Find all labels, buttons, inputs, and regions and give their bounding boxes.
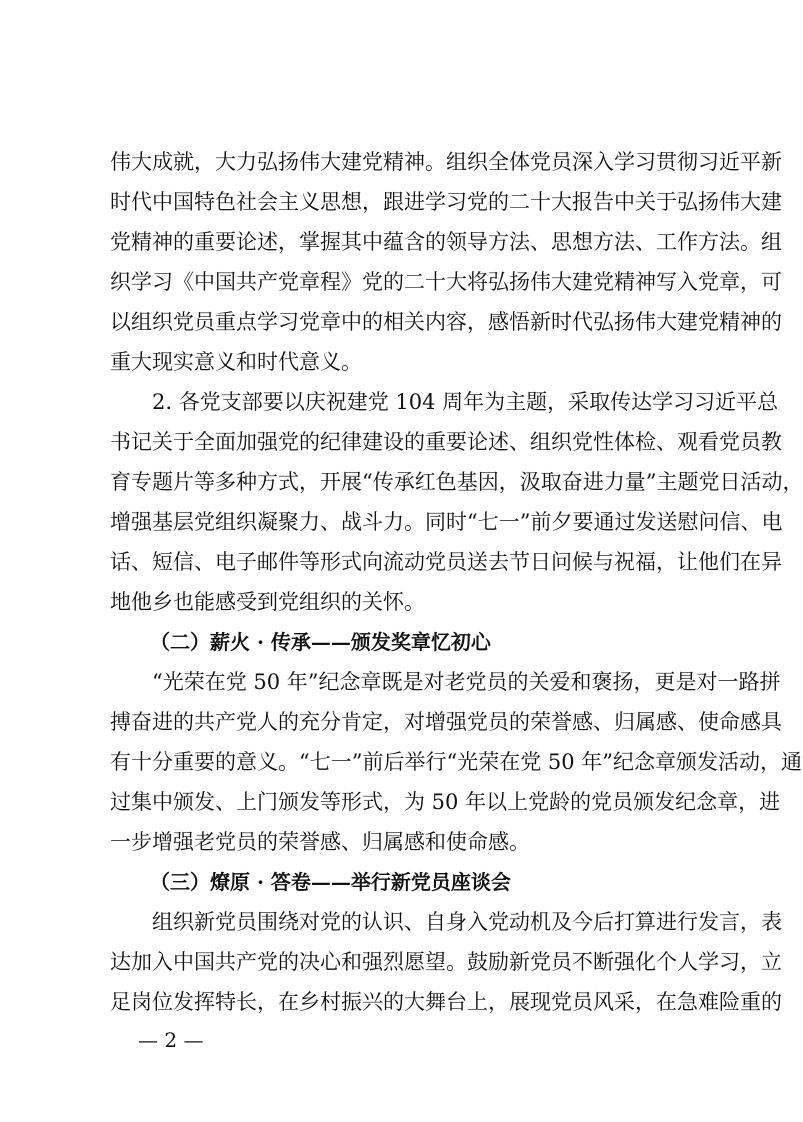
para1-line-5: 以组织党员重点学习党章中的相关内容，感悟新时代弘扬伟大建党精神的 (110, 310, 782, 334)
para3-line-4: 过集中颁发、上门颁发等形式，为 50 年以上党龄的党员颁发纪念章，进 (110, 790, 781, 814)
para4-line-2: 达加入中国共产党的决心和强烈愿望。鼓励新党员不断强化个人学习，立 (110, 950, 782, 974)
para2-line-4: 增强基层党组织凝聚力、战斗力。同时“七一”前夕要通过发送慰问信、电 (110, 510, 783, 534)
page-number: — 2 — (138, 1028, 204, 1052)
para3-line-1: “光荣在党 50 年”纪念章既是对老党员的关爱和褒扬，更是对一路拼 (152, 670, 781, 694)
para1-line-3: 党精神的重要论述，掌握其中蕴含的领导方法、思想方法、工作方法。组 (110, 230, 782, 254)
para4-line-3: 足岗位发挥特长，在乡村振兴的大舞台上，展现党员风采，在急难险重的 (110, 990, 782, 1014)
para2-line-1: 2. 各党支部要以庆祝建党 104 周年为主题，采取传达学习习近平总 (152, 390, 779, 414)
section-heading-2: （二）薪火 · 传承——颁发奖章忆初心 (150, 630, 491, 654)
section-heading-3: （三）燎原 · 答卷——举行新党员座谈会 (150, 870, 511, 894)
para3-line-5: 一步增强老党员的荣誉感、归属感和使命感。 (110, 830, 530, 854)
para1-line-1: 伟大成就，大力弘扬伟大建党精神。组织全体党员深入学习贯彻习近平新 (110, 150, 782, 174)
para3-line-2: 搏奋进的共产党人的充分肯定，对增强党员的荣誉感、归属感、使命感具 (110, 710, 782, 734)
para2-line-5: 话、短信、电子邮件等形式向流动党员送去节日问候与祝福，让他们在异 (110, 550, 782, 574)
para2-line-2: 书记关于全面加强党的纪律建设的重要论述、组织党性体检、观看党员教 (110, 430, 782, 454)
para3-line-3: 有十分重要的意义。“七一”前后举行“光荣在党 50 年”纪念章颁发活动，通 (110, 750, 803, 774)
para1-line-2: 时代中国特色社会主义思想，跟进学习党的二十大报告中关于弘扬伟大建 (110, 190, 782, 214)
para4-line-1: 组织新党员围绕对党的认识、自身入党动机及今后打算进行发言，表 (152, 910, 782, 934)
para2-line-6: 地他乡也能感受到党组织的关怀。 (110, 590, 425, 614)
para1-line-6: 重大现实意义和时代意义。 (110, 350, 362, 374)
para2-line-3: 育专题片等多种方式，开展“传承红色基因，汲取奋进力量”主题党日活动， (110, 470, 803, 494)
para1-line-4: 织学习《中国共产党章程》党的二十大将弘扬伟大建党精神写入党章，可 (110, 270, 782, 294)
